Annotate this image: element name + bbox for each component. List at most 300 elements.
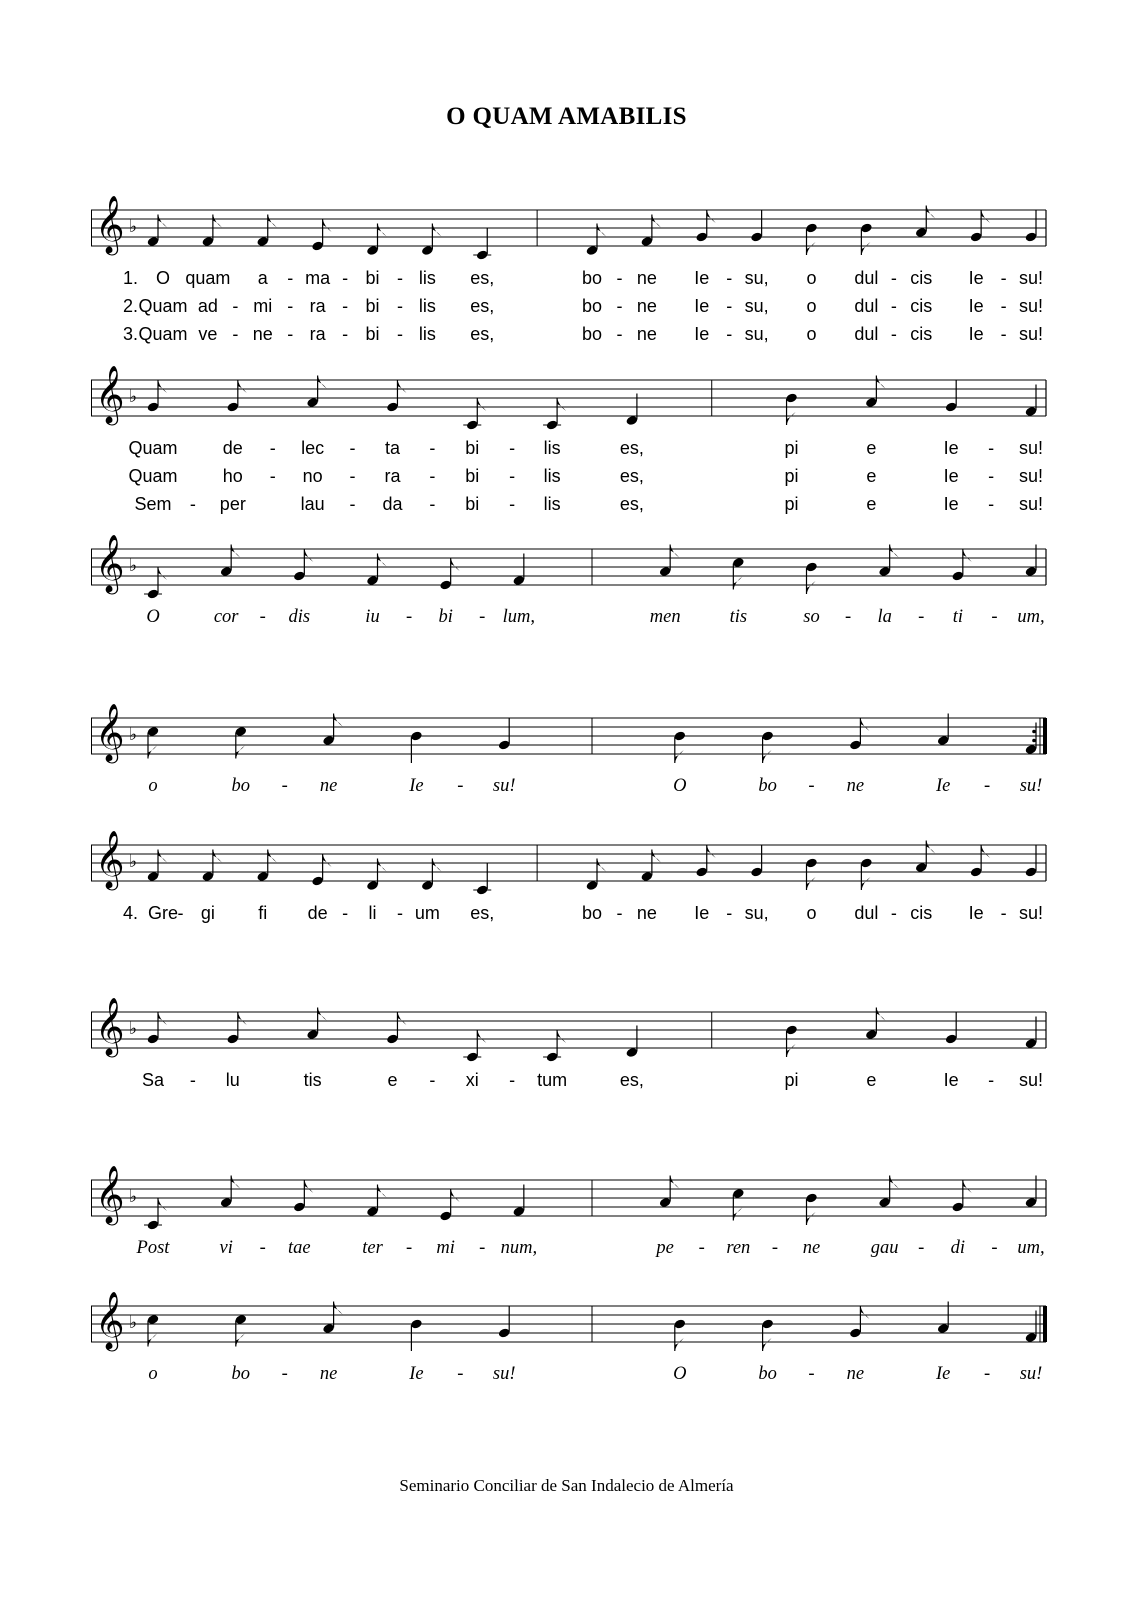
lyric-syllable: es, — [619, 466, 644, 486]
quarter-note — [410, 1318, 423, 1351]
lyric-syllable: ne — [802, 1238, 821, 1258]
verse-number: 4. — [123, 903, 139, 923]
lyric-syllable: Quam — [138, 296, 188, 316]
lyric-hyphen: - — [509, 466, 516, 486]
lyric-syllable: lis — [543, 494, 561, 514]
lyric-syllable: pe — [656, 1238, 674, 1258]
lyric-syllable: e — [866, 1070, 877, 1090]
lyric-syllable: su! — [1018, 438, 1044, 458]
lyric-syllable: cis — [910, 268, 933, 288]
lyric-syllable: Quam — [138, 324, 188, 344]
lyric-syllable: dul — [854, 268, 879, 288]
lyric-syllable: ra — [309, 324, 326, 344]
lyric-syllable: o — [806, 324, 817, 344]
lyric-hyphen: - — [349, 494, 356, 514]
lyric-syllable: su! — [492, 776, 516, 796]
repeat-dot — [1032, 730, 1036, 734]
lyric-syllable: su! — [1018, 494, 1044, 514]
lyric-syllable: ne — [846, 776, 865, 796]
eighth-note — [226, 380, 246, 413]
lyric-line — [91, 1364, 1061, 1390]
lyric-hyphen: - — [988, 494, 995, 514]
lyric-hyphen: - — [232, 296, 239, 316]
eighth-note — [543, 398, 566, 431]
quarter-note — [498, 1306, 511, 1339]
lyric-syllable: o — [806, 903, 817, 923]
lyric-syllable: um, — [1017, 607, 1045, 627]
lyric-syllable: ne — [319, 776, 338, 796]
lyric-syllable: bi — [365, 324, 380, 344]
lyric-hyphen: - — [287, 268, 294, 288]
lyric-syllable: bi — [365, 296, 380, 316]
lyric-syllable: lis — [418, 296, 436, 316]
lyric-syllable: ne — [636, 296, 657, 316]
lyric-syllable: e — [387, 1070, 398, 1090]
lyric-syllable: ren — [726, 1238, 751, 1258]
lyric-syllable: so — [803, 607, 820, 627]
lyric-syllable: ter — [362, 1238, 383, 1258]
lyric-hyphen: - — [342, 903, 349, 923]
lyric-syllable: O — [673, 1364, 687, 1384]
lyric-syllable: ta — [384, 438, 400, 458]
treble-clef-icon: 𝄞 — [95, 830, 125, 888]
quarter-note — [945, 1012, 958, 1045]
eighth-note — [463, 398, 486, 431]
lyric-hyphen: - — [396, 903, 403, 923]
eighth-note — [293, 1180, 313, 1213]
lyric-syllable: vi — [219, 1238, 233, 1258]
lyric-hyphen: - — [1000, 324, 1007, 344]
lyric-syllable: es, — [470, 324, 495, 344]
lyric-hyphen: - — [457, 776, 464, 796]
lyric-syllable: Quam — [128, 438, 178, 458]
lyric-syllable: ne — [319, 1364, 338, 1384]
lyric-syllable: li — [368, 903, 377, 923]
lyric-hyphen: - — [287, 324, 294, 344]
eighth-note — [673, 1318, 686, 1351]
eighth-note — [860, 222, 873, 255]
lyric-syllable: Sa — [141, 1070, 165, 1090]
lyric-syllable: Ie — [943, 466, 959, 486]
eighth-note — [673, 730, 686, 763]
lyric-syllable: bi — [438, 607, 453, 627]
lyric-syllable: su! — [1018, 268, 1044, 288]
eighth-note — [144, 567, 167, 600]
lyric-hyphen: - — [1000, 268, 1007, 288]
lyric-hyphen: - — [844, 607, 852, 627]
lyric-hyphen: - — [259, 1238, 266, 1258]
lyric-syllable: xi — [465, 1070, 479, 1090]
lyric-line — [91, 466, 1061, 492]
eighth-note — [805, 222, 818, 255]
lyric-hyphen: - — [991, 1238, 998, 1258]
eighth-note — [805, 561, 818, 594]
lyric-hyphen: - — [984, 776, 991, 796]
key-flat-icon: ♭ — [129, 1313, 138, 1333]
lyric-syllable: dis — [288, 607, 311, 627]
eighth-note — [543, 1030, 566, 1063]
key-flat-icon: ♭ — [129, 1019, 138, 1039]
lyric-line — [91, 607, 1061, 633]
lyric-syllable: um — [414, 903, 440, 923]
lyric-hyphen: - — [808, 776, 815, 796]
key-flat-icon: ♭ — [129, 1187, 138, 1207]
lyric-syllable: Ie — [409, 1364, 424, 1384]
lyric-syllable: lu — [225, 1070, 240, 1090]
lyric-syllable: ne — [846, 1364, 865, 1384]
lyric-syllable: num, — [500, 1238, 538, 1258]
eighth-note — [386, 380, 406, 413]
lyric-syllable: es, — [470, 903, 495, 923]
lyric-hyphen: - — [287, 296, 294, 316]
lyric-hyphen: - — [890, 268, 897, 288]
lyric-syllable: pi — [784, 1070, 799, 1090]
lyric-syllable: Ie — [968, 296, 984, 316]
lyric-syllable: lis — [418, 324, 436, 344]
lyric-syllable: tae — [288, 1238, 311, 1258]
lyric-syllable: cis — [910, 324, 933, 344]
lyric-hyphen: - — [281, 1364, 288, 1384]
lyric-syllable: tis — [303, 1070, 322, 1090]
quarter-note — [750, 845, 763, 878]
lyric-syllable: lum, — [502, 607, 536, 627]
lyric-syllable: ne — [636, 903, 657, 923]
lyric-syllable: es, — [619, 494, 644, 514]
lyric-hyphen: - — [342, 324, 349, 344]
lyric-hyphen: - — [479, 607, 486, 627]
lyric-line — [91, 324, 1061, 350]
lyric-hyphen: - — [232, 324, 239, 344]
eighth-note — [439, 558, 459, 591]
lyric-syllable: la — [877, 607, 892, 627]
staff-svg — [91, 1160, 1048, 1240]
lyric-hyphen: - — [1000, 903, 1007, 923]
lyric-syllable: bo — [581, 324, 603, 344]
lyric-syllable: dul — [854, 324, 879, 344]
lyric-syllable: bo — [231, 1364, 251, 1384]
lyric-syllable: Ie — [968, 324, 984, 344]
lyric-hyphen: - — [457, 1364, 464, 1384]
lyric-hyphen: - — [918, 1238, 925, 1258]
page-title: O QUAM AMABILIS — [446, 103, 687, 130]
eighth-note — [463, 1030, 486, 1063]
treble-clef-icon: 𝄞 — [95, 365, 125, 423]
lyric-hyphen: - — [509, 438, 516, 458]
lyric-hyphen: - — [342, 296, 349, 316]
eighth-note — [849, 1306, 869, 1339]
lyric-syllable: men — [649, 607, 681, 627]
lyric-syllable: de — [222, 438, 243, 458]
treble-clef-icon: 𝄞 — [95, 195, 125, 253]
treble-clef-icon: 𝄞 — [95, 997, 125, 1055]
lyric-syllable: Ie — [943, 494, 959, 514]
lyric-hyphen: - — [890, 324, 897, 344]
lyric-syllable: ne — [636, 324, 657, 344]
lyric-syllable: bo — [758, 776, 777, 796]
staff-svg — [91, 698, 1048, 778]
verse-number: 3. — [123, 324, 139, 344]
lyric-syllable: iu — [365, 607, 380, 627]
treble-clef-icon: 𝄞 — [95, 534, 125, 592]
lyric-syllable: ma — [305, 268, 331, 288]
lyric-syllable: Post — [136, 1238, 170, 1258]
footer-credit: Seminario Conciliar de San Indalecio de Almería — [399, 1476, 734, 1495]
lyric-syllable: es, — [619, 1070, 644, 1090]
lyric-syllable: bo — [581, 268, 603, 288]
lyric-syllable: Ie — [694, 903, 710, 923]
eighth-note — [970, 210, 990, 243]
lyric-syllable: su! — [492, 1364, 516, 1384]
lyric-syllable: mi — [253, 296, 273, 316]
lyric-syllable: e — [866, 438, 877, 458]
lyric-syllable: bi — [465, 466, 480, 486]
lyric-syllable: cis — [910, 903, 933, 923]
verse-number: 1. — [123, 268, 139, 288]
lyric-syllable: O — [155, 268, 171, 288]
eighth-note — [805, 857, 818, 890]
lyric-line — [91, 776, 1061, 802]
eighth-note — [849, 718, 869, 751]
staff-svg — [91, 190, 1048, 270]
key-flat-icon: ♭ — [129, 387, 138, 407]
lyric-syllable: su! — [1018, 466, 1044, 486]
lyric-syllable: dul — [854, 296, 879, 316]
lyric-syllable: su! — [1018, 903, 1044, 923]
eighth-note — [761, 1318, 774, 1351]
lyric-line — [91, 1070, 1061, 1096]
lyric-syllable: di — [950, 1238, 966, 1258]
lyric-syllable: es, — [619, 438, 644, 458]
quarter-note — [498, 718, 511, 751]
lyric-hyphen: - — [429, 438, 436, 458]
lyric-syllable: su, — [744, 268, 769, 288]
lyric-syllable: tis — [729, 607, 748, 627]
lyric-syllable: o — [148, 1364, 158, 1384]
repeat-dot — [1032, 739, 1036, 743]
lyric-syllable: es, — [470, 268, 495, 288]
eighth-note — [951, 549, 971, 582]
eighth-note — [144, 1198, 167, 1231]
lyric-hyphen: - — [726, 268, 733, 288]
lyric-hyphen: - — [988, 1070, 995, 1090]
lyric-line — [91, 494, 1061, 520]
lyric-hyphen: - — [890, 903, 897, 923]
eighth-note — [785, 392, 798, 425]
lyric-syllable: quam — [185, 268, 231, 288]
quarter-note — [1025, 210, 1038, 243]
eighth-note — [805, 1192, 818, 1225]
lyric-syllable: bo — [581, 296, 603, 316]
lyric-hyphen: - — [616, 268, 623, 288]
end-barline-thick — [1043, 1306, 1047, 1342]
key-flat-icon: ♭ — [129, 556, 138, 576]
lyric-hyphen: - — [988, 438, 995, 458]
key-flat-icon: ♭ — [129, 725, 138, 745]
lyric-hyphen: - — [259, 607, 266, 627]
lyric-syllable: a — [257, 268, 268, 288]
lyric-hyphen: - — [616, 324, 623, 344]
lyric-hyphen: - — [991, 607, 998, 627]
lyric-syllable: da — [382, 494, 403, 514]
key-flat-icon: ♭ — [129, 852, 138, 872]
lyric-syllable: su! — [1018, 1070, 1044, 1090]
lyric-syllable: dul — [854, 903, 879, 923]
lyric-syllable: su! — [1018, 296, 1044, 316]
lyric-syllable: Ie — [936, 776, 951, 796]
treble-clef-icon: 𝄞 — [95, 1291, 125, 1349]
staff-svg — [91, 529, 1048, 609]
key-flat-icon: ♭ — [129, 217, 138, 237]
lyric-syllable: ve — [198, 324, 218, 344]
lyric-syllable: Ie — [968, 268, 984, 288]
lyric-hyphen: - — [616, 903, 623, 923]
lyric-hyphen: - — [479, 1238, 486, 1258]
lyric-syllable: lis — [418, 268, 436, 288]
lyric-hyphen: - — [1000, 296, 1007, 316]
eighth-note — [147, 1012, 167, 1045]
quarter-note — [473, 228, 491, 261]
lyric-syllable: lec — [301, 438, 325, 458]
lyric-syllable: gi — [200, 903, 215, 923]
lyric-syllable: O — [146, 607, 160, 627]
lyric-hyphen: - — [429, 494, 436, 514]
quarter-note — [1025, 845, 1038, 878]
lyric-syllable: o — [148, 776, 158, 796]
lyric-syllable: pi — [784, 438, 799, 458]
lyric-syllable: bi — [365, 268, 380, 288]
lyric-hyphen: - — [269, 438, 276, 458]
lyric-hyphen: - — [988, 466, 995, 486]
lyric-syllable: lis — [543, 438, 561, 458]
lyric-syllable: gau — [870, 1238, 899, 1258]
lyric-syllable: Ie — [694, 268, 710, 288]
lyric-syllable: Ie — [409, 776, 424, 796]
lyric-syllable: cor — [213, 607, 239, 627]
lyric-hyphen: - — [616, 296, 623, 316]
quarter-note — [750, 210, 763, 243]
eighth-note — [761, 730, 774, 763]
end-barline-thick — [1043, 718, 1047, 754]
lyric-syllable: e — [866, 466, 877, 486]
lyric-syllable: Gre — [147, 903, 179, 923]
lyric-syllable: Ie — [694, 324, 710, 344]
eighth-note — [311, 219, 331, 252]
eighth-note — [386, 1012, 406, 1045]
lyric-hyphen: - — [698, 1238, 705, 1258]
lyric-syllable: o — [806, 268, 817, 288]
lyric-syllable: Ie — [936, 1364, 951, 1384]
lyric-hyphen: - — [269, 466, 276, 486]
lyric-syllable: ho — [222, 466, 243, 486]
lyric-syllable: ti — [952, 607, 963, 627]
lyric-syllable: pi — [784, 466, 799, 486]
lyric-syllable: bo — [231, 776, 251, 796]
eighth-note — [311, 854, 331, 887]
lyric-hyphen: - — [509, 1070, 516, 1090]
quarter-note — [410, 730, 423, 763]
lyric-hyphen: - — [890, 296, 897, 316]
quarter-note — [945, 380, 958, 413]
staff-svg — [91, 992, 1048, 1072]
lyric-hyphen: - — [177, 903, 184, 923]
lyric-hyphen: - — [918, 607, 925, 627]
eighth-note — [147, 380, 167, 413]
lyric-syllable: Quam — [128, 466, 178, 486]
eighth-note — [970, 845, 990, 878]
lyric-hyphen: - — [281, 776, 288, 796]
eighth-note — [226, 1012, 246, 1045]
lyric-hyphen: - — [396, 268, 403, 288]
lyric-hyphen: - — [349, 438, 356, 458]
lyric-hyphen: - — [726, 324, 733, 344]
lyric-syllable: su, — [744, 324, 769, 344]
lyric-hyphen: - — [405, 1238, 413, 1258]
lyric-syllable: o — [806, 296, 817, 316]
lyric-syllable: cis — [910, 296, 933, 316]
verse-number: 2. — [123, 296, 139, 316]
lyric-syllable: ra — [384, 466, 401, 486]
lyric-hyphen: - — [405, 607, 413, 627]
lyric-hyphen: - — [726, 903, 733, 923]
lyric-syllable: su! — [1019, 1364, 1043, 1384]
lyric-syllable: su! — [1019, 776, 1043, 796]
lyric-syllable: e — [866, 494, 877, 514]
lyric-hyphen: - — [984, 1364, 991, 1384]
eighth-note — [439, 1189, 459, 1222]
lyric-syllable: bo — [581, 903, 603, 923]
lyric-syllable: Ie — [943, 1070, 959, 1090]
lyric-syllable: Sem — [134, 494, 172, 514]
lyric-hyphen: - — [509, 494, 516, 514]
lyric-syllable: Ie — [943, 438, 959, 458]
lyric-hyphen: - — [189, 494, 196, 514]
lyric-syllable: Ie — [968, 903, 984, 923]
eighth-note — [695, 845, 715, 878]
lyric-syllable: de — [307, 903, 328, 923]
lyric-syllable: Ie — [694, 296, 710, 316]
eighth-note — [951, 1180, 971, 1213]
lyric-hyphen: - — [771, 1238, 778, 1258]
lyric-syllable: ne — [636, 268, 657, 288]
lyric-syllable: lis — [543, 466, 561, 486]
lyric-hyphen: - — [189, 1070, 196, 1090]
lyric-hyphen: - — [396, 324, 403, 344]
lyric-syllable: bi — [465, 494, 480, 514]
lyric-hyphen: - — [429, 466, 436, 486]
lyric-syllable: um, — [1017, 1238, 1045, 1258]
lyric-syllable: mi — [436, 1238, 455, 1258]
quarter-note — [473, 863, 491, 896]
lyric-syllable: no — [302, 466, 323, 486]
lyric-syllable: su! — [1018, 324, 1044, 344]
eighth-note — [860, 857, 873, 890]
eighth-note — [695, 210, 715, 243]
lyric-line — [91, 268, 1061, 294]
lyric-syllable: ra — [309, 296, 326, 316]
lyric-hyphen: - — [808, 1364, 815, 1384]
lyric-syllable: su, — [744, 903, 769, 923]
eighth-note — [293, 549, 313, 582]
lyric-syllable: ne — [252, 324, 273, 344]
lyric-hyphen: - — [349, 466, 356, 486]
lyric-syllable: O — [673, 776, 687, 796]
lyric-hyphen: - — [429, 1070, 436, 1090]
lyric-syllable: es, — [470, 296, 495, 316]
eighth-note — [785, 1024, 798, 1057]
lyric-syllable: pi — [784, 494, 799, 514]
staff-svg — [91, 825, 1048, 905]
lyric-hyphen: - — [396, 296, 403, 316]
